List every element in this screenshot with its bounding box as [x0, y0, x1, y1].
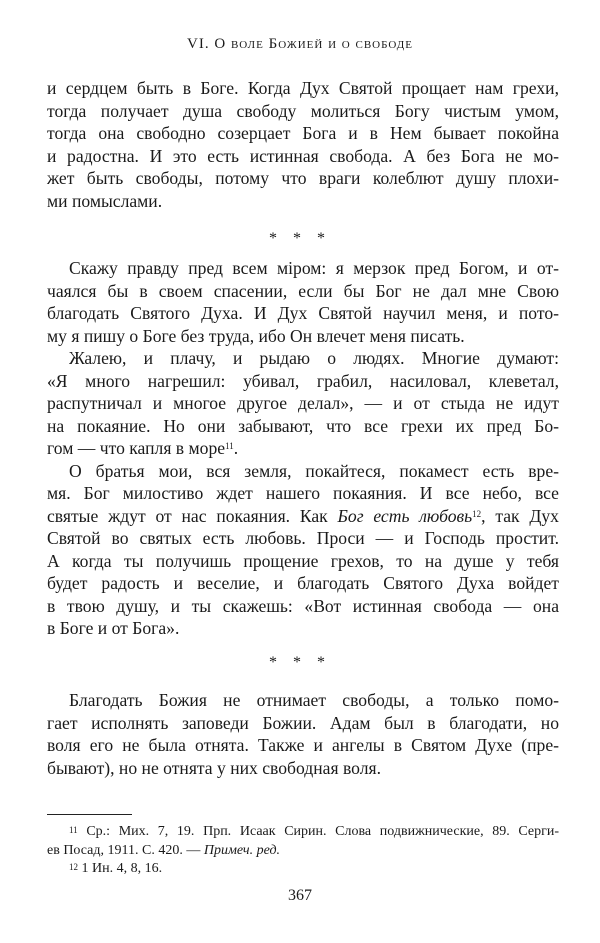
footnote-divider — [47, 814, 132, 815]
text-line — [47, 100, 559, 123]
text-line — [47, 77, 559, 100]
section-separator: * * * — [269, 654, 331, 671]
italic-text: Бог есть любовь — [337, 505, 473, 526]
text-line — [47, 370, 559, 393]
text-line — [47, 145, 559, 168]
text-line — [47, 689, 559, 712]
text-segment: «Я много нагрешил: убивал, грабил, насиловал, клеветал, — [47, 370, 559, 391]
text-segment: ми помыслами. — [47, 190, 163, 211]
paragraph-block — [47, 257, 559, 640]
footnotes — [47, 823, 559, 879]
text-line — [47, 415, 559, 438]
section-separator: * * * — [269, 230, 331, 247]
text-segment: и сердцем быть в Боге. Когда Дух Святой прощает нам грехи, — [47, 78, 559, 98]
text-segment: воля его не была отнята. Также и ангелы в Святом Духе (пре- — [47, 735, 559, 755]
text-line — [47, 734, 559, 757]
text-segment: мя. Бог милостиво ждет нашего покаяния. И все небо, все — [47, 483, 559, 503]
text-line — [47, 550, 559, 573]
paragraph-block — [47, 689, 559, 779]
text-segment: . — [233, 438, 239, 458]
text-segment: и радостна. И это есть истинная свобода. А без Бога не мо- — [47, 145, 559, 166]
text-line — [47, 595, 559, 618]
paragraph-block — [47, 77, 559, 212]
text-segment: благодать Святого Духа. И Дух Святой научил меня, и пото- — [47, 303, 559, 323]
page-number: 367 — [288, 887, 312, 904]
running-header: VI. О воле Божией и о свободе — [187, 36, 413, 52]
text-line — [47, 460, 559, 483]
text-segment: тогда получает душа свободу молиться Богу чистым умом, — [47, 100, 559, 121]
footnote-ref: 11 — [69, 825, 78, 835]
text-segment: Скажу правду пред всем міром: я мерзок пред Богом, и от- — [69, 258, 559, 278]
text-segment: 1 Ин. 4, 8, 16. — [78, 861, 163, 876]
text-line — [47, 842, 559, 861]
text-line — [47, 437, 559, 460]
text-line — [47, 392, 559, 415]
text-line — [47, 347, 559, 370]
text-segment: в Боге и от Бога». — [47, 618, 180, 638]
text-line — [47, 505, 559, 528]
text-segment: Ср.: Мих. 7, 19. Прп. Исаак Сирин. Слова подвижнические, 89. Серги- — [77, 824, 559, 839]
text-segment: Благодать Божия не отнимает свободы, а только помо- — [69, 690, 559, 710]
text-line — [47, 617, 559, 640]
text-segment: , так Дух — [481, 505, 559, 526]
text-line — [47, 860, 559, 879]
text-segment: Святой во святых есть любовь. Проси — и Господь простит. — [47, 528, 559, 548]
text-segment: гает исполнять заповеди Божии. Адам был в благодати, но — [47, 712, 559, 733]
text-segment: му я пишу о Боге без труда, ибо Он влечет меня писать. — [47, 325, 465, 346]
text-line — [47, 482, 559, 505]
text-segment: Жалею, и плачу, и рыдаю о людях. Многие думают: — [69, 348, 559, 368]
text-line — [47, 167, 559, 190]
text-segment: бывают), но не отнята у них свободная воля. — [47, 757, 381, 778]
text-line — [47, 257, 559, 280]
text-line — [47, 122, 559, 145]
text-line — [47, 302, 559, 325]
text-segment: будет радость и веселие, и благодать Святого Духа войдет — [47, 573, 559, 593]
text-line — [47, 823, 559, 842]
footnote-ref: 12 — [472, 508, 482, 519]
text-segment: А когда ты получишь прощение грехов, то на душе у тебя — [47, 550, 559, 571]
text-segment: распутничал и многое другое делал», — и от стыда не идут — [47, 393, 559, 413]
text-line — [47, 190, 559, 213]
text-segment: чаялся бы в своем спасении, если бы Бог не дал мне Свою — [47, 280, 559, 301]
text-segment: тогда она свободно созерцает Бога и в Нем бывает покойна — [47, 123, 559, 143]
text-segment: О братья мои, вся земля, покайтеся, покамест есть вре- — [69, 460, 559, 481]
text-segment: гом — что капля в море — [47, 438, 226, 458]
text-segment: в твою душу, и ты скажешь: «Вот истинная свобода — она — [47, 595, 559, 616]
footnote-ref: 11 — [225, 441, 234, 451]
text-segment: ев Посад, 1911. С. 420. — — [47, 842, 204, 858]
text-line — [47, 527, 559, 550]
italic-text: Примеч. ред. — [203, 842, 281, 858]
text-segment: жет быть свободы, потому что враги колеблют душу плохи- — [47, 168, 559, 188]
text-line — [47, 280, 559, 303]
footnote-ref: 12 — [69, 862, 78, 872]
text-line — [47, 572, 559, 595]
text-line — [47, 325, 559, 348]
text-line — [47, 757, 559, 780]
text-line — [47, 712, 559, 735]
text-segment: на покаяние. Но они забывают, что все грехи их пред Бо- — [47, 415, 559, 436]
text-segment: святые ждут от нас покаяния. Как — [47, 505, 338, 526]
